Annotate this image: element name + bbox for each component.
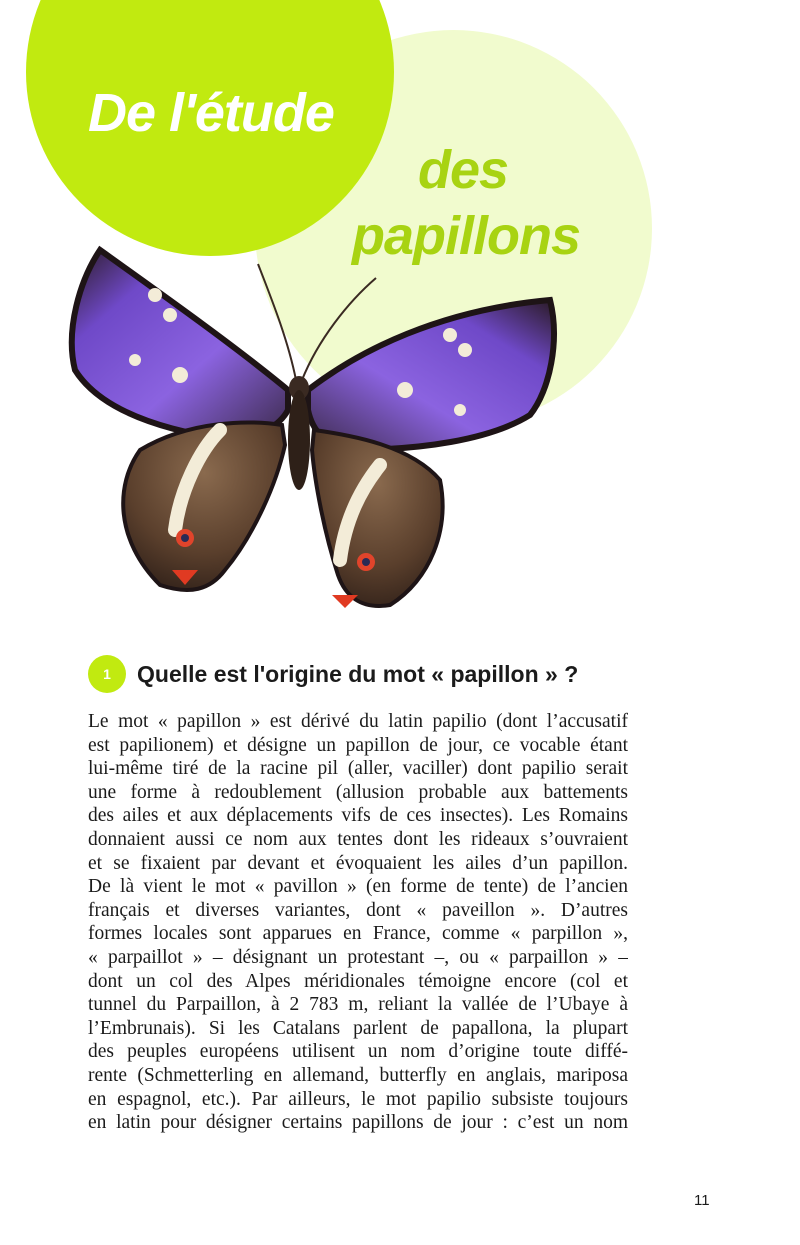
body-line: en espagnol, etc.). Par ailleurs, le mot papilio subsiste toujours (88, 1088, 628, 1110)
body-line: français et diverses variantes, dont « paveillon ». D’autres (88, 899, 628, 921)
butterfly-illustration (60, 240, 560, 620)
body-line: une forme à redoublement (allusion probable aux battements (88, 781, 628, 803)
body-line: rente (Schmetterling en allemand, butterfly en anglais, mariposa (88, 1064, 628, 1086)
body-line: en latin pour désigner certains papillons de jour : c’est un nom (88, 1112, 628, 1134)
body-line: des ailes et aux déplacements vifs de ces insectes). Les Romains (88, 805, 628, 827)
page-title-line-2: des (418, 140, 509, 200)
body-line: l’Embrunais). Si les Catalans parlent de papallona, la plupart (88, 1017, 628, 1039)
body-line: dont un col des Alpes méridionales témoigne encore (col et (88, 970, 628, 992)
body-line: formes locales sont apparues en France, comme « parpillon », (88, 923, 628, 945)
body-line: De là vient le mot « pavillon » (en forme de tente) de l’ancien (88, 876, 628, 898)
body-line: est papilionem) et désigne un papillon de jour, ce vocable étant (88, 734, 628, 756)
question-heading: Quelle est l'origine du mot « papillon » ? (137, 661, 579, 687)
body-line: tunnel du Parpaillon, à 2 783 m, reliant la vallée de l’Ubaye à (88, 994, 628, 1016)
page-number: 11 (694, 1192, 710, 1209)
body-line: des peuples européens utilisent un nom d’origine toute diffé- (88, 1041, 628, 1063)
question-number-badge: 1 (88, 655, 126, 693)
body-line: Le mot « papillon » est dérivé du latin papilio (dont l’accusatif (88, 711, 628, 732)
body-line: « parpaillot » – désignant un protestant –, ou « parpaillon » – (88, 946, 628, 968)
body-line: lui-même tiré de la racine pil (aller, vaciller) dont papilio serait (88, 758, 628, 780)
body-line: donnaient aussi ce nom aux tentes dont les rideaux s’ouvraient (88, 828, 628, 850)
page-title-line-1: De l'étude (88, 83, 334, 143)
body-paragraph (88, 710, 628, 1135)
page-title-line-3: papillons (352, 206, 581, 266)
body-line: et se fixaient par devant et évoquaient les ailes d’un papillon. (88, 852, 628, 874)
